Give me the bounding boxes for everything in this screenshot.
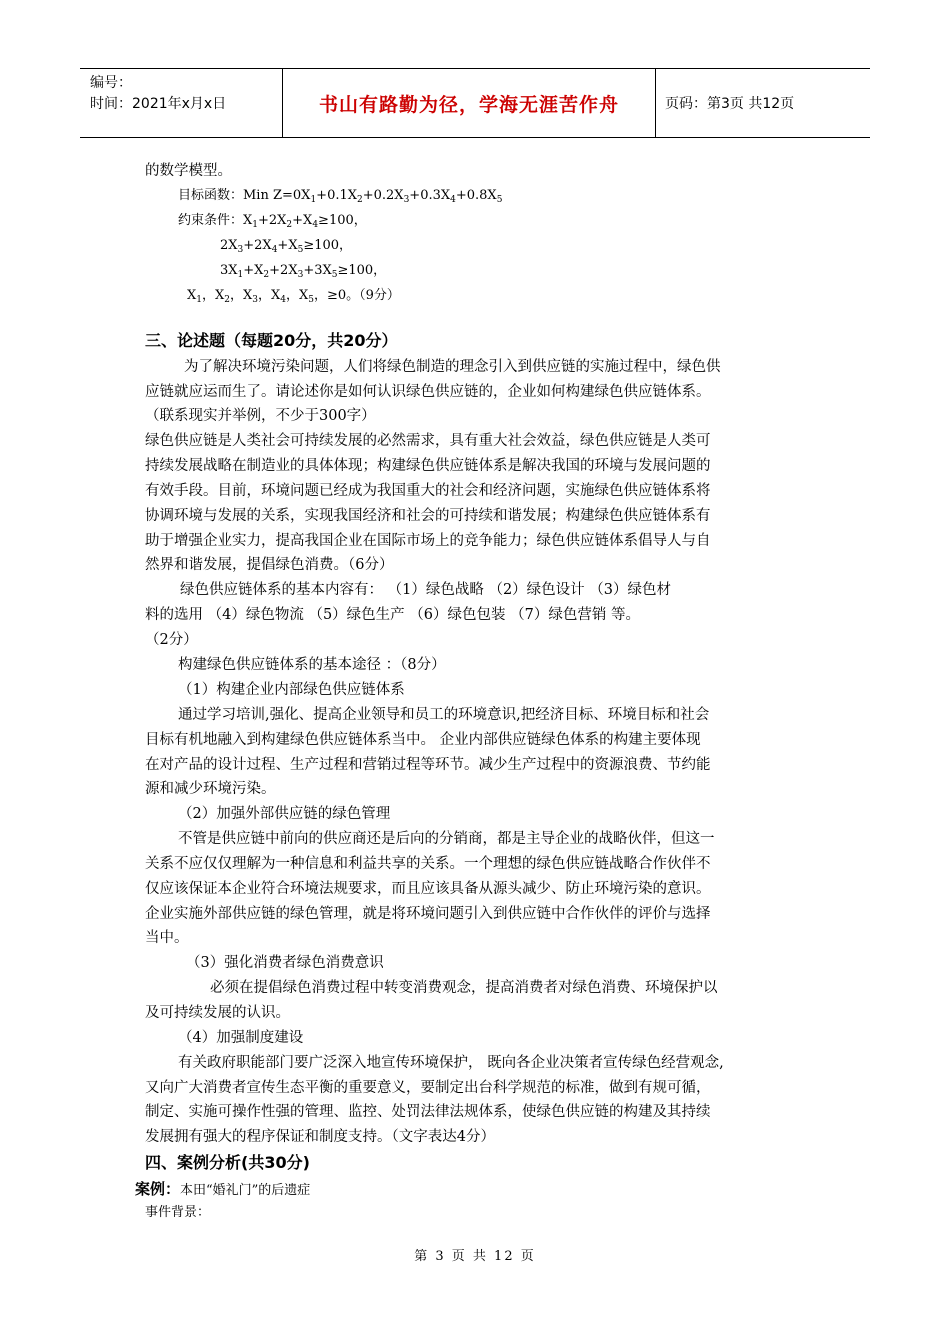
case-title: 本田“婚礼门”的后遗症 — [180, 1183, 311, 1198]
paragraph-line: 在对产品的设计过程、生产过程和营销过程等环节。减少生产过程中的资源浪费、节约能 — [145, 757, 711, 773]
header-meta — [80, 69, 283, 137]
paragraph-line: 料的选用 （4）绿色物流 （5）绿色生产 （6）绿色包装 （7）绿色营销 等。 — [145, 607, 640, 623]
subheading: （1）构建企业内部绿色供应链体系 — [178, 682, 405, 698]
paragraph-line: 为了解决环境污染问题，人们将绿色制造的理念引入到供应链的实施过程中，绿色供 — [184, 359, 721, 375]
nonnegativity-constraint: $X_1$，$X_2$，$X_3$，$X_4$，$X_5$，≥0。（9分） — [187, 288, 400, 305]
subheading: （3）强化消费者绿色消费意识 — [186, 955, 384, 971]
paragraph-line: 发展拥有强大的程序保证和制度支持。（文字表达4分） — [145, 1129, 495, 1145]
paragraph-line: 应链就应运而生了。请论述你是如何认识绿色供应链的，企业如何构建绿色供应链体系。 — [145, 384, 711, 400]
paragraph-line: 源和减少环境污染。 — [145, 781, 276, 797]
case-line — [135, 1179, 310, 1201]
paragraph-line: 又向广大消费者宣传生态平衡的重要意义，要制定出台科学规范的标准，做到有规可循， — [145, 1080, 711, 1096]
paragraph-line: 不管是供应链中前向的供应商还是后向的分销商，都是主导企业的战略伙伴，但这一 — [178, 831, 715, 847]
paragraph-line: 有效手段。目前，环境问题已经成为我国重大的社会和经济问题，实施绿色供应链体系将 — [145, 483, 711, 499]
event-background-label: 事件背景： — [145, 1205, 211, 1220]
paragraph-line: 必须在提倡绿色消费过程中转变消费观念，提高消费者对绿色消费、环境保护以 — [210, 980, 718, 996]
paragraph-line: 持续发展战略在制造业的具体体现；构建绿色供应链体系是解决我国的环境与发展问题的 — [145, 458, 711, 474]
constraint-2: $2X_3+2X_4+X_5\ge 100$， — [220, 238, 353, 255]
page-number: 页码：第3页 共12页 — [665, 96, 795, 112]
page-header — [80, 68, 870, 138]
paragraph-line: 企业实施外部供应链的绿色管理，就是将环境问题引入到供应链中合作伙伴的评价与选择 — [145, 906, 711, 922]
paragraph-line: 通过学习培训,强化、提高企业领导和员工的环境意识,把经济目标、环境目标和社会 — [178, 707, 710, 723]
paragraph-line: 绿色供应链是人类社会可持续发展的必然需求，具有重大社会效益，绿色供应链是人类可 — [145, 433, 711, 449]
case-label: 案例： — [135, 1180, 181, 1198]
paragraph-line: 有关政府职能部门要广泛深入地宣传环境保护， 既向各企业决策者宣传绿色经营观念, — [178, 1055, 724, 1071]
paragraph-line: （联系现实并举例，不少于300字） — [145, 408, 376, 424]
subheading: （2）加强外部供应链的绿色管理 — [178, 806, 391, 822]
code-label: 编号： — [90, 75, 132, 91]
paragraph-line: 及可持续发展的认识。 — [145, 1005, 290, 1021]
paragraph-line: 然界和谐发展，提倡绿色消费。（6分） — [145, 557, 394, 573]
time-label: 时间：2021年x月x日 — [90, 96, 227, 112]
constraint-1: 约束条件：$X_1+2X_2+X_4\ge 100$， — [178, 213, 367, 230]
paragraph-line: 协调环境与发展的关系，实现我国经济和社会的可持续和谐发展；构建绿色供应链体系有 — [145, 508, 711, 524]
header-motto: 书山有路勤为径，学海无涯苦作舟 — [283, 69, 656, 137]
section3-title: 三、论述题（每题20分，共20分） — [145, 331, 398, 350]
constraint-3: $3X_1+X_2+2X_3+3X_5\ge 100$， — [220, 263, 387, 280]
paragraph-line: 绿色供应链体系的基本内容有： （1）绿色战略 （2）绿色设计 （3）绿色材 — [180, 582, 672, 598]
paragraph-line: 目标有机地融入到构建绿色供应链体系当中。 企业内部供应链绿色体系的构建主要体现 — [145, 732, 701, 748]
section4-title: 四、案例分析(共30分) — [145, 1153, 310, 1172]
model-intro: 的数学模型。 — [145, 163, 232, 179]
subheading: （4）加强制度建设 — [178, 1030, 304, 1046]
paragraph-line: 当中。 — [145, 930, 189, 946]
objective-function: 目标函数：Min $Z=0X_1+0.1X_2+0.2X_3+0.3X_4+0.8X_5$ — [178, 188, 503, 205]
paragraph-line: 助于增强企业实力，提高我国企业在国际市场上的竞争能力；绿色供应链体系倡导人与自 — [145, 533, 711, 549]
paragraph-line: （2分） — [145, 632, 198, 648]
paragraph-line: 仅应该保证本企业符合环境法规要求，而且应该具备从源头减少、防止环境污染的意识。 — [145, 881, 711, 897]
paragraph-line: 构建绿色供应链体系的基本途径 ：（8分） — [178, 657, 446, 673]
paragraph-line: 制定、实施可操作性强的管理、监控、处罚法律法规体系，使绿色供应链的构建及其持续 — [145, 1104, 711, 1120]
page-footer: 第 3 页 共 12 页 — [414, 1249, 536, 1264]
paragraph-line: 关系不应仅仅理解为一种信息和利益共享的关系。一个理想的绿色供应链战略合作伙伴不 — [145, 856, 711, 872]
